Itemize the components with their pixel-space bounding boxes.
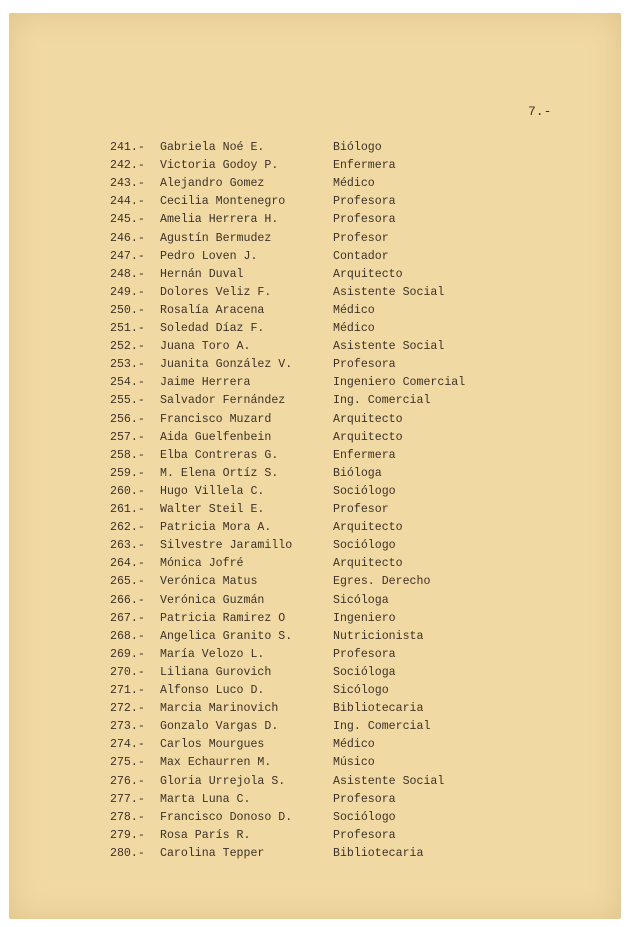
list-item — [0, 193, 631, 211]
entry-name: Jaime Herrera — [160, 376, 251, 390]
entry-profession: Bibliotecaria — [333, 702, 424, 716]
entry-number: 251.- — [110, 322, 145, 335]
entry-name: Hernán Duval — [160, 267, 244, 281]
entry-name: Patricia Mora A. — [160, 521, 272, 535]
entry-number: 277.- — [110, 792, 145, 806]
list-item — [0, 266, 631, 284]
entry-profession: Contador — [333, 249, 389, 263]
entry-name: Rosalía Aracena — [160, 303, 265, 317]
list-item — [0, 827, 631, 845]
entry-name: Gloria Urrejola S. — [160, 774, 286, 788]
list-item — [0, 791, 631, 809]
entry-profession: Ing. Comercial — [333, 720, 431, 734]
list-item — [0, 175, 631, 193]
entry-profession: Socióloga — [333, 665, 396, 679]
entry-number: 256.- — [110, 412, 145, 426]
entry-number: 260.- — [110, 484, 145, 498]
entry-name: Angelica Granito S. — [160, 629, 293, 643]
entry-number: 258.- — [110, 448, 145, 462]
entry-profession: Sicólogo — [333, 684, 389, 697]
entry-profession: Profesora — [333, 647, 396, 661]
list-item — [0, 537, 631, 555]
entry-profession: Médico — [333, 738, 375, 752]
list-item — [0, 718, 631, 736]
list-item — [0, 682, 631, 700]
entry-profession: Asistente Social — [333, 340, 445, 354]
entry-number: 247.- — [110, 249, 145, 263]
entry-name: Verónica Guzmán — [160, 593, 265, 607]
list-item — [0, 664, 631, 682]
list-item — [0, 700, 631, 718]
entry-number: 267.- — [110, 611, 145, 625]
entry-profession: Ingeniero — [333, 611, 396, 625]
entry-profession: Profesora — [333, 213, 396, 227]
list-item — [0, 628, 631, 646]
entry-number: 246.- — [110, 231, 145, 245]
entry-name: Gabriela Noé E. — [160, 141, 265, 154]
entry-name: Salvador Fernández — [160, 394, 286, 408]
entry-profession: Ingeniero Comercial — [333, 376, 466, 390]
entry-name: Elba Contreras G. — [160, 448, 279, 462]
entry-number: 268.- — [110, 629, 145, 643]
entry-name: Francisco Muzard — [160, 412, 272, 426]
entry-name: Carolina Tepper — [160, 846, 265, 860]
list-item — [0, 157, 631, 175]
list-item — [0, 519, 631, 537]
entry-name: Cecilia Montenegro — [160, 195, 286, 209]
list-item — [0, 592, 631, 610]
list-item — [0, 501, 631, 519]
entry-name: Juanita González V. — [160, 358, 293, 372]
entry-name: Pedro Loven J. — [160, 249, 258, 263]
entry-name: Agustín Bermudez — [160, 231, 272, 245]
entry-profession: Biólogo — [333, 141, 382, 154]
list-item — [0, 139, 631, 157]
entry-number: 280.- — [110, 846, 145, 860]
entry-number: 241.- — [110, 141, 145, 154]
entry-number: 276.- — [110, 774, 145, 788]
entry-name: Dolores Veliz F. — [160, 285, 272, 299]
list-item — [0, 736, 631, 754]
entry-name: Verónica Matus — [160, 575, 258, 589]
entry-profession: Profesor — [333, 503, 389, 516]
entry-number: 250.- — [110, 303, 145, 317]
entry-profession: Médico — [333, 177, 375, 191]
entry-name: Liliana Gurovich — [160, 665, 272, 679]
entry-profession: Médico — [333, 322, 375, 335]
list-item — [0, 429, 631, 447]
entry-name: Patricia Ramirez O — [160, 611, 286, 625]
entry-profession: Egres. Derecho — [333, 575, 431, 589]
list-item — [0, 211, 631, 229]
entry-profession: Bibliotecaria — [333, 846, 424, 860]
entry-profession: Profesora — [333, 792, 396, 806]
entry-profession: Arquitecto — [333, 521, 403, 535]
list-item — [0, 392, 631, 410]
entry-number: 275.- — [110, 756, 145, 770]
list-item — [0, 555, 631, 573]
list-item — [0, 356, 631, 374]
list-item — [0, 447, 631, 465]
list-item — [0, 302, 631, 320]
entry-profession: Arquitecto — [333, 430, 403, 444]
entry-name: Alfonso Luco D. — [160, 684, 265, 697]
entry-profession: Profesora — [333, 195, 396, 209]
entry-profession: Bióloga — [333, 466, 382, 480]
entry-name: María Velozo L. — [160, 647, 265, 661]
entry-profession: Sociólogo — [333, 539, 396, 553]
entry-name: Walter Steil E. — [160, 503, 265, 516]
entry-profession: Médico — [333, 303, 375, 317]
list-item — [0, 320, 631, 338]
entry-profession: Enfermera — [333, 448, 396, 462]
entry-name: Marta Luna C. — [160, 792, 251, 806]
entry-number: 262.- — [110, 521, 145, 535]
entry-number: 273.- — [110, 720, 145, 734]
entry-name: Soledad Díaz F. — [160, 322, 265, 335]
entry-name: Francisco Donoso D. — [160, 810, 293, 824]
page-number: 7.- — [528, 104, 552, 119]
entry-profession: Sociólogo — [333, 484, 396, 498]
list-item — [0, 248, 631, 266]
entry-profession: Profesora — [333, 358, 396, 372]
entry-profession: Enfermera — [333, 159, 396, 173]
entry-name: Mónica Jofré — [160, 557, 244, 571]
list-item — [0, 845, 631, 863]
entry-number: 274.- — [110, 738, 145, 752]
entry-profession: Asistente Social — [333, 774, 445, 788]
entry-profession: Sicóloga — [333, 593, 389, 607]
entry-name: Victoria Godoy P. — [160, 159, 279, 173]
entry-name: Marcia Marinovich — [160, 702, 279, 716]
entry-number: 270.- — [110, 665, 145, 679]
entry-profession: Profesor — [333, 231, 389, 245]
entry-name: Max Echaurren M. — [160, 756, 272, 770]
entry-number: 265.- — [110, 575, 145, 589]
list-item — [0, 338, 631, 356]
entry-number: 271.- — [110, 684, 145, 697]
entry-number: 269.- — [110, 647, 145, 661]
entry-number: 261.- — [110, 503, 145, 516]
list-item — [0, 573, 631, 591]
entry-number: 278.- — [110, 810, 145, 824]
list-item — [0, 284, 631, 302]
entry-name: Silvestre Jaramillo — [160, 539, 293, 553]
entry-number: 272.- — [110, 702, 145, 716]
entry-number: 249.- — [110, 285, 145, 299]
list-item — [0, 610, 631, 628]
entry-number: 243.- — [110, 177, 145, 191]
entry-number: 255.- — [110, 394, 145, 408]
entry-profession: Arquitecto — [333, 267, 403, 281]
entry-number: 253.- — [110, 358, 145, 372]
entry-profession: Ing. Comercial — [333, 394, 431, 408]
entry-profession: Nutricionista — [333, 629, 424, 643]
entry-name: Amelia Herrera H. — [160, 213, 279, 227]
list-item — [0, 374, 631, 392]
entry-name: Aida Guelfenbein — [160, 430, 272, 444]
entry-name: Alejandro Gomez — [160, 177, 265, 191]
list-item — [0, 773, 631, 791]
entry-profession: Asistente Social — [333, 285, 445, 299]
entry-profession: Músico — [333, 756, 375, 770]
entry-number: 279.- — [110, 828, 145, 842]
entry-number: 257.- — [110, 430, 145, 444]
entry-number: 248.- — [110, 267, 145, 281]
entry-profession: Arquitecto — [333, 412, 403, 426]
list-item — [0, 809, 631, 827]
entry-number: 259.- — [110, 466, 145, 480]
entry-number: 254.- — [110, 376, 145, 390]
entry-number: 264.- — [110, 557, 145, 571]
entry-name: Carlos Mourgues — [160, 738, 265, 752]
entry-number: 252.- — [110, 340, 145, 354]
entry-name: Gonzalo Vargas D. — [160, 720, 279, 734]
entry-name: Rosa París R. — [160, 828, 251, 842]
list-item — [0, 646, 631, 664]
entry-number: 263.- — [110, 539, 145, 553]
entry-number: 266.- — [110, 593, 145, 607]
entry-number: 244.- — [110, 195, 145, 209]
entry-name: M. Elena Ortíz S. — [160, 466, 279, 480]
entry-number: 242.- — [110, 159, 145, 173]
entry-name: Juana Toro A. — [160, 340, 251, 354]
entry-name: Hugo Villela C. — [160, 484, 265, 498]
list-item — [0, 465, 631, 483]
entry-profession: Arquitecto — [333, 557, 403, 571]
list-item — [0, 411, 631, 429]
list-item — [0, 230, 631, 248]
entry-profession: Profesora — [333, 828, 396, 842]
list-item — [0, 754, 631, 772]
list-item — [0, 483, 631, 501]
entry-profession: Sociólogo — [333, 810, 396, 824]
entry-number: 245.- — [110, 213, 145, 227]
